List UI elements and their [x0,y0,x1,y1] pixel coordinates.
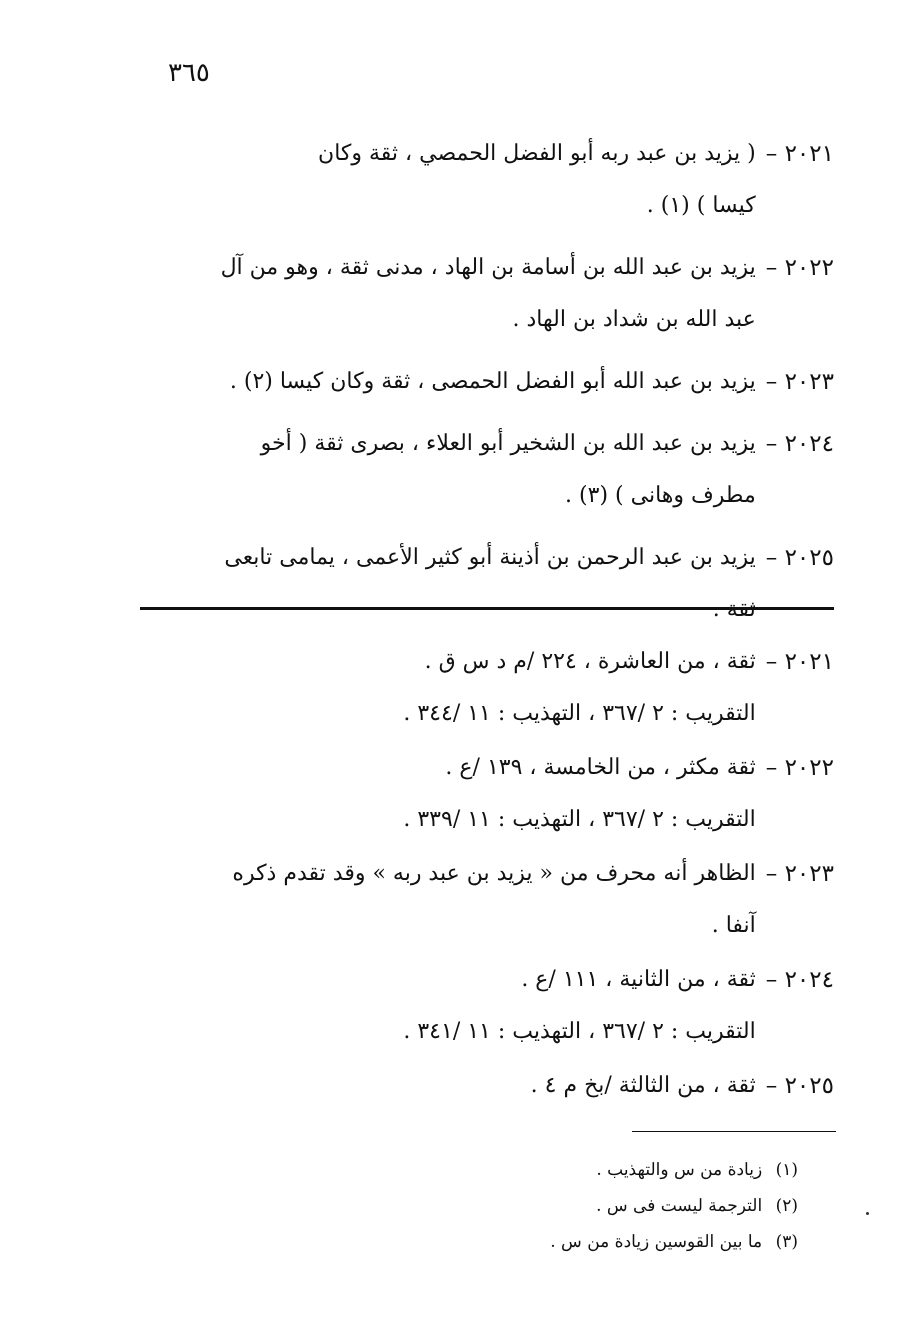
entry [138,128,834,232]
section-divider [140,607,834,610]
entry [138,356,834,408]
entry-number: ٢٠٢٤ – [765,431,834,457]
note [138,954,834,1058]
entry-line: كيسا ) (١) . [646,193,756,218]
footnote-rule [632,1131,836,1132]
note-line: ثقة ، من العاشرة ، ٢٢٤ /م د س ق . [424,649,756,674]
note-body [138,954,756,1058]
note-line: ثقة ، من الثانية ، ١١١ /ع . [521,967,756,992]
note-body [138,1060,756,1112]
entry-line: يزيد بن عبد الرحمن بن أذينة أبو كثير الأعمى ، يمامى تابعى [224,545,756,570]
note-line: التقريب : ٢ /٣٦٧ ، التهذيب : ١١ /٣٣٩ . [403,807,756,832]
footnote-number: (٣) [775,1232,798,1252]
entry-line: يزيد بن عبد الله أبو الفضل الحمصى ، ثقة وكان كيسا (٢) . [229,369,756,394]
entry-line: مطرف وهانى ) (٣) . [565,483,756,508]
note-number: ٢٠٢٣ – [765,861,834,887]
note-line: ثقة ، من الثالثة /بخ م ٤ . [530,1073,756,1098]
note-line: ثقة مكثر ، من الخامسة ، ١٣٩ /ع . [445,755,756,780]
note [138,636,834,740]
note-line: الظاهر أنه محرف من « يزيد بن عبد ربه » وقد تقدم ذكره [232,861,756,886]
annotation-notes [138,636,834,1114]
entry-line: يزيد بن عبد الله بن أسامة بن الهاد ، مدنى ثقة ، وهو من آل [220,255,756,280]
entry-number: ٢٠٢٣ – [765,369,834,395]
entry [138,242,834,346]
main-entries [138,128,834,646]
note-number: ٢٠٢٤ – [765,967,834,993]
note-body [138,848,756,952]
page-number: ٣٦٥ [168,58,210,88]
note-body [138,636,756,740]
note [138,848,834,952]
footnotes [380,1152,798,1260]
note-number: ٢٠٢٥ – [765,1073,834,1099]
note-line: آنفا . [711,913,756,938]
entry-number: ٢٠٢٢ – [765,255,834,281]
entry [138,532,834,636]
entry-text [138,242,756,346]
footnote [380,1152,798,1188]
note-line: التقريب : ٢ /٣٦٧ ، التهذيب : ١١ /٣٤١ . [403,1019,756,1044]
footnote-text: ما بين القوسين زيادة من س . [550,1232,763,1252]
entry-line: ثقة . [712,597,756,622]
note [138,742,834,846]
note-body [138,742,756,846]
entry-line: يزيد بن عبد الله بن الشخير أبو العلاء ، بصرى ثقة ( أخو [260,431,756,456]
note [138,1060,834,1112]
entry-text [138,128,756,232]
entry [138,418,834,522]
footnote-text: الترجمة ليست فى س . [596,1196,763,1216]
note-number: ٢٠٢١ – [765,649,834,675]
footnote [380,1188,798,1224]
footnote [380,1224,798,1260]
entry-number: ٢٠٢١ – [765,141,834,167]
entry-line: عبد الله بن شداد بن الهاد . [512,307,756,332]
note-line: التقريب : ٢ /٣٦٧ ، التهذيب : ١١ /٣٤٤ . [403,701,756,726]
entry-text [138,532,756,636]
footnote-number: (١) [775,1160,798,1180]
footnote-text: زيادة من س والتهذيب . [596,1160,763,1180]
entry-text [138,418,756,522]
scan-speck [866,1212,869,1215]
footnote-number: (٢) [775,1196,798,1216]
entry-text [138,356,756,408]
entry-line: ( يزيد بن عبد ربه أبو الفضل الحمصي ، ثقة وكان [318,141,756,166]
note-number: ٢٠٢٢ – [765,755,834,781]
entry-number: ٢٠٢٥ – [765,545,834,571]
